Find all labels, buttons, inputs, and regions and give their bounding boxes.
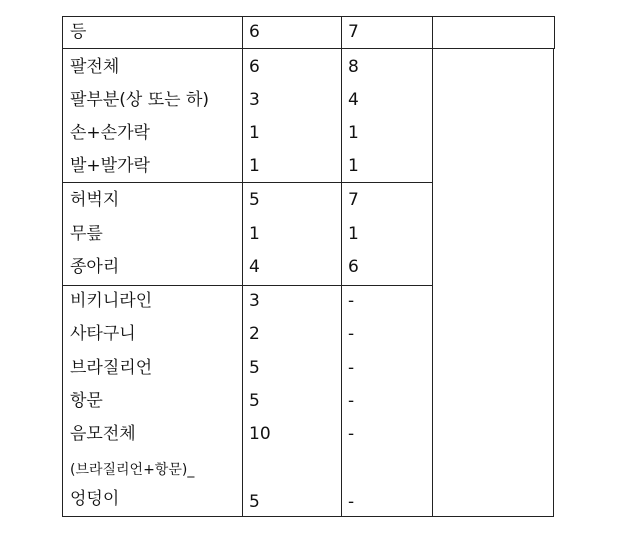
row-label: 손+손가락 [70, 123, 150, 143]
row-value-1: 1 [249, 123, 260, 143]
header-cell-value-1: 6 [249, 22, 260, 42]
row-value-1: 10 [249, 424, 271, 444]
row-label: 발+발가락 [70, 156, 150, 176]
table-border-top [62, 16, 555, 17]
row-value-2: - [348, 391, 355, 411]
row-value-2: - [348, 358, 355, 378]
row-value-1: 5 [249, 492, 260, 512]
row-label: 비키니라인 [70, 291, 153, 311]
header-cell-value-2: 7 [348, 22, 359, 42]
row-value-1: 6 [249, 57, 260, 77]
row-value-2: 7 [348, 190, 359, 210]
row-label: 허벅지 [70, 190, 120, 210]
column-divider-2 [341, 16, 342, 517]
group-divider-1 [62, 182, 433, 183]
column-divider-1 [242, 16, 243, 517]
row-label: 브라질리언 [70, 358, 153, 378]
row-value-2: 4 [348, 90, 359, 110]
header-row-divider [62, 48, 555, 49]
row-value-2: - [348, 424, 355, 444]
row-value-2: - [348, 324, 355, 344]
table-border-right [553, 48, 554, 517]
row-value-1: 3 [249, 90, 260, 110]
row-label: 팔부분(상 또는 하) [70, 90, 210, 110]
table-border-left [62, 16, 63, 517]
row-value-2: 1 [348, 156, 359, 176]
row-label: 사타구니 [70, 324, 136, 344]
header-cell-label: 등 [70, 22, 87, 42]
row-label-note: (브라질리언+항문)_ [70, 462, 195, 478]
table-border-bottom [62, 516, 554, 517]
row-label: 항문 [70, 391, 103, 411]
row-value-1: 4 [249, 257, 260, 277]
row-value-2: 1 [348, 224, 359, 244]
row-value-1: 1 [249, 156, 260, 176]
row-value-2: 6 [348, 257, 359, 277]
row-value-1: 5 [249, 190, 260, 210]
row-value-1: 2 [249, 324, 260, 344]
row-value-2: 1 [348, 123, 359, 143]
row-label: 엉덩이 [70, 489, 120, 509]
row-label: 팔전체 [70, 57, 120, 77]
row-value-2: - [348, 492, 355, 512]
row-value-1: 1 [249, 224, 260, 244]
row-value-2: - [348, 291, 355, 311]
column-divider-3 [432, 16, 433, 517]
group-divider-2 [62, 285, 433, 286]
row-value-1: 3 [249, 291, 260, 311]
header-border-right [554, 16, 555, 49]
row-label: 무릎 [70, 224, 103, 244]
row-label: 종아리 [70, 257, 120, 277]
row-value-1: 5 [249, 358, 260, 378]
row-value-2: 8 [348, 57, 359, 77]
row-label: 음모전체 [70, 424, 136, 444]
row-value-1: 5 [249, 391, 260, 411]
